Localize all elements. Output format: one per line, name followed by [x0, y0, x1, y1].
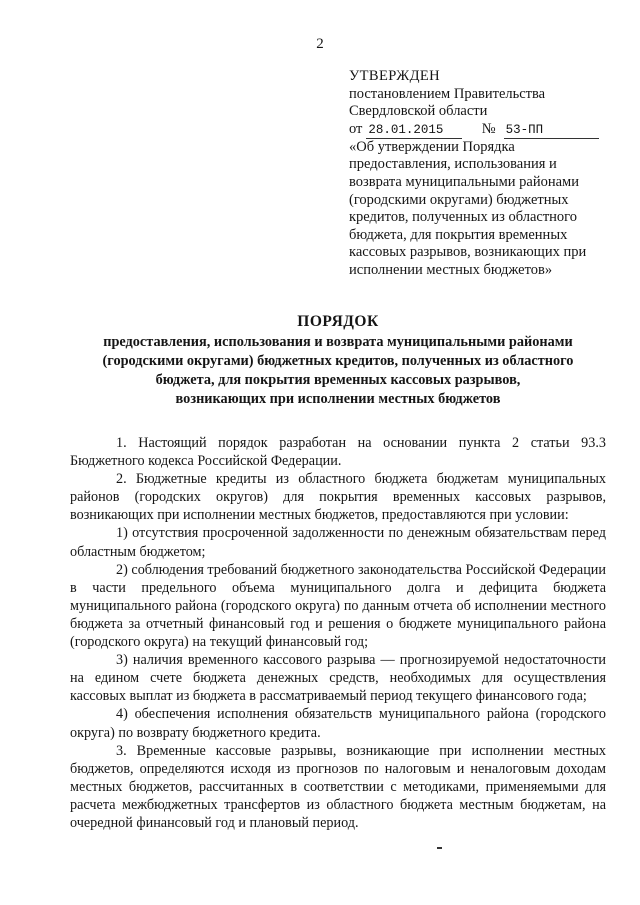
number-label: №	[481, 120, 496, 137]
document-title: ПОРЯДОК	[297, 313, 379, 330]
document-subtitle-line: возникающих при исполнении местных бюджетов	[175, 391, 501, 407]
decree-title-line: «Об утверждении Порядка	[349, 138, 515, 155]
decree-date-row	[349, 121, 599, 139]
paragraph-3: 3. Временные кассовые разрывы, возникающие при исполнении местных бюджетов, определяются исходя из прогнозов по налоговым и неналоговым доходам местных бюджетов, рассчитанных в соответствии с методиками, применяемыми для расчета межбюджетных трансфертов из областного бюджета местным бюджетам, на очередной финансовый год и плановый период.	[70, 742, 606, 831]
document-body	[70, 434, 606, 832]
decree-title-line: бюджета, для покрытия временных	[349, 226, 568, 243]
decree-number: 53-ПП	[504, 123, 599, 139]
page-number: 2	[316, 36, 324, 52]
decree-date: 28.01.2015	[366, 123, 461, 139]
condition-3: 3) наличия временного кассового разрыва — прогнозируемой недостаточности на едином счете бюджета денежных средств, необходимых для осуществления кассовых выплат из бюджета в рассматриваемый период текущего финансового года;	[70, 652, 606, 705]
document-subtitle-line: (городскими округами) бюджетных кредитов, полученных из областного	[102, 353, 574, 369]
decree-title-line: возврата муниципальными районами	[349, 173, 579, 190]
document-subtitle-line: бюджета, для покрытия временных кассовых разрывов,	[155, 372, 521, 388]
decree-title-line: кредитов, полученных из областного	[349, 209, 578, 226]
approval-stamp: УТВЕРЖДЕН	[349, 68, 441, 84]
decree-title-line: кассовых разрывов, возникающих при	[349, 244, 587, 261]
scan-mark	[437, 847, 442, 849]
condition-4: 4) обеспечения исполнения обязательств муниципального района (городского округа) по возврату бюджетного кредита.	[70, 706, 606, 741]
decree-title-line: исполнении местных бюджетов»	[349, 261, 553, 278]
document-heading	[70, 312, 606, 409]
approval-line: постановлением Правительства	[349, 85, 546, 102]
approval-block	[349, 68, 599, 280]
paragraph-1: 1. Настоящий порядок разработан на основании пункта 2 статьи 93.3 Бюджетного кодекса Российской Федерации.	[70, 435, 606, 470]
document-subtitle-line: предоставления, использования и возврата муниципальными районами	[103, 334, 573, 350]
paragraph-2: 2. Бюджетные кредиты из областного бюджета бюджетам муниципальных районов (городских округов) для покрытия временных кассовых разрывов, возникающих при исполнении местных бюджетов, предоставляются при условии:	[70, 471, 606, 524]
approval-line: Свердловской области	[349, 103, 488, 120]
decree-title-line: предоставления, использования и	[349, 156, 557, 173]
condition-1: 1) отсутствия просроченной задолженности по денежным обязательствам перед областным бюджетом;	[70, 525, 606, 560]
decree-title-line: (городскими округами) бюджетных	[349, 191, 569, 208]
date-label: от	[349, 120, 363, 137]
condition-2: 2) соблюдения требований бюджетного законодательства Российской Федерации в части предельного объема муниципального долга и дефицита бюджета муниципального района (городского округа) по данным отчета об исполнении местного бюджета за отчетный финансовый год и решения о бюджете муниципального района (городского округа) на текущий финансовый год;	[70, 561, 606, 651]
